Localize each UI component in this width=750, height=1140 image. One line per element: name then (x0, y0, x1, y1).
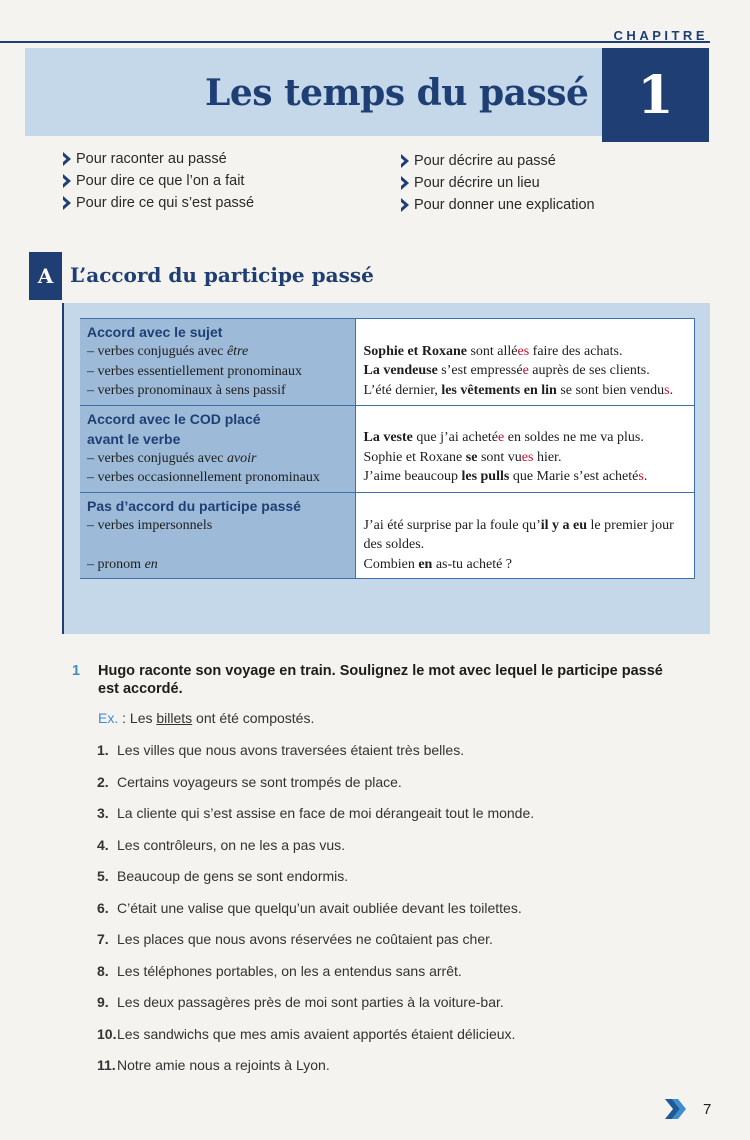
rule-cell (80, 405, 355, 492)
objective-item: Pour dire ce qui s’est passé (60, 192, 254, 214)
item-number: 1. (97, 742, 109, 758)
item-number: 5. (97, 868, 109, 884)
rule-cell (80, 492, 355, 579)
item-number: 3. (97, 805, 109, 821)
example-cell (355, 405, 695, 492)
header-rule (0, 41, 710, 43)
section-title: L’accord du participe passé (70, 263, 374, 287)
item-text: Beaucoup de gens se sont endormis. (117, 868, 349, 884)
rule-line: – verbes occasionnellement pronominaux (87, 470, 320, 485)
item-text: Les deux passagères près de moi sont parties à la voiture-bar. (117, 994, 504, 1010)
exercise-item (97, 866, 534, 898)
example-cell (355, 319, 695, 406)
exercise-number: 1 (72, 663, 81, 679)
item-number: 2. (97, 773, 109, 790)
item-number: 7. (97, 931, 109, 947)
exercise-instruction (74, 662, 684, 698)
rule-line: – verbes pronominaux à sens passif (87, 383, 286, 398)
item-number: 4. (97, 836, 109, 853)
example-sentence: La vendeuse s’est empressée auprès de ses clients. (363, 363, 650, 378)
exercise-item (97, 1024, 534, 1056)
exercise-items (97, 740, 534, 1087)
exercise-item (97, 898, 534, 930)
item-text: Les téléphones portables, on les a entendus sans arrêt. (117, 962, 462, 979)
rule-line (87, 535, 349, 555)
chapter-number-box (602, 48, 709, 142)
rule-line: – pronom en (87, 556, 158, 572)
chevron-right-icon (60, 195, 74, 211)
example-sentence: Combien en as-tu acheté ? (363, 556, 513, 572)
rule-line: – verbes conjugués avec avoir (87, 450, 257, 466)
example-sentence: Sophie et Roxane se sont vues hier. (363, 449, 562, 465)
item-text: Notre amie nous a rejoints à Lyon. (117, 1057, 330, 1073)
item-text: Les contrôleurs, on ne les a pas vus. (117, 836, 346, 853)
chevron-right-icon (398, 175, 412, 191)
objective-item: Pour décrire un lieu (398, 172, 595, 194)
exercise-instruction-text: Hugo raconte son voyage en train. Soulignez le mot avec lequel le participe passé est accordé. (98, 663, 663, 697)
chevron-right-icon (398, 153, 412, 169)
item-number: 9. (97, 994, 109, 1010)
objectives-right (398, 150, 595, 216)
objective-item: Pour donner une explication (398, 194, 595, 216)
rule-category: avant le verbe (87, 430, 181, 447)
item-text: Les sandwichs que mes amis avaient apportés étaient délicieux. (117, 1025, 516, 1042)
rule-line: – verbes essentiellement pronominaux (87, 363, 302, 379)
grammar-row (80, 405, 695, 492)
example-cell (355, 492, 695, 579)
item-text: Certains voyageurs se sont trompés de place. (117, 773, 402, 790)
exercise-example: Ex. : Les billets ont été compostés. (98, 710, 315, 726)
example-sentence: La veste que j’ai achetée en soldes ne me va plus. (363, 430, 644, 445)
exercise-item (97, 740, 534, 772)
exercise-item (97, 803, 534, 835)
underlined-word: billets (156, 710, 193, 726)
exercise-item (97, 961, 534, 993)
item-number: 6. (97, 899, 109, 916)
section-letter-badge: A (29, 252, 62, 300)
chevron-right-icon (60, 151, 74, 167)
rule-line: – verbes conjugués avec être (87, 344, 249, 359)
item-text: La cliente qui s’est assise en face de moi dérangeait tout le monde. (117, 805, 535, 821)
example-label: Ex. (98, 710, 119, 726)
objective-item: Pour raconter au passé (60, 148, 254, 170)
item-text: Les villes que nous avons traversées étaient très belles. (117, 742, 465, 758)
rule-line: – verbes impersonnels (87, 517, 213, 533)
example-sentence: J’ai été surprise par la foule qu’il y a eu le premier jour des soldes. (363, 517, 674, 552)
example-sentence: Sophie et Roxane sont allées faire des achats. (363, 343, 623, 359)
exercise-item (97, 772, 534, 804)
item-number: 10. (97, 1025, 117, 1042)
item-text: C’était une valise que quelqu’un avait oubliée devant les toilettes. (117, 899, 522, 916)
exercise-item (97, 1055, 534, 1087)
cell-spacer (364, 409, 687, 429)
example-sentence: L’été dernier, les vêtements en lin se sont bien vendus. (363, 382, 674, 398)
chevron-right-icon (60, 173, 74, 189)
double-chevron-right-icon[interactable] (663, 1096, 689, 1122)
chapter-label: CHAPITRE (613, 28, 708, 43)
grammar-table (80, 318, 695, 579)
rule-category: Accord avec le COD placé (87, 410, 261, 427)
item-number: 11. (97, 1057, 116, 1073)
grammar-row (80, 492, 695, 579)
rule-category: Accord avec le sujet (87, 324, 223, 340)
chapter-number: 1 (637, 64, 674, 126)
rule-cell (80, 319, 355, 406)
objectives-left (60, 148, 254, 214)
cell-spacer (364, 322, 687, 342)
exercise-item (97, 992, 534, 1024)
example-sentence: J’aime beaucoup les pulls que Marie s’est achetés. (363, 469, 648, 484)
exercise-item (97, 835, 534, 867)
chevron-right-icon (398, 197, 412, 213)
page-title: Les temps du passé (205, 72, 589, 114)
cell-spacer (364, 496, 687, 516)
item-number: 8. (97, 962, 109, 979)
grammar-row (80, 319, 695, 406)
objective-item: Pour dire ce que l’on a fait (60, 170, 254, 192)
objective-item: Pour décrire au passé (398, 150, 595, 172)
item-text: Les places que nous avons réservées ne coûtaient pas cher. (117, 931, 493, 947)
rule-category: Pas d’accord du participe passé (87, 497, 301, 514)
exercise-item (97, 929, 534, 961)
page-number: 7 (703, 1101, 712, 1118)
